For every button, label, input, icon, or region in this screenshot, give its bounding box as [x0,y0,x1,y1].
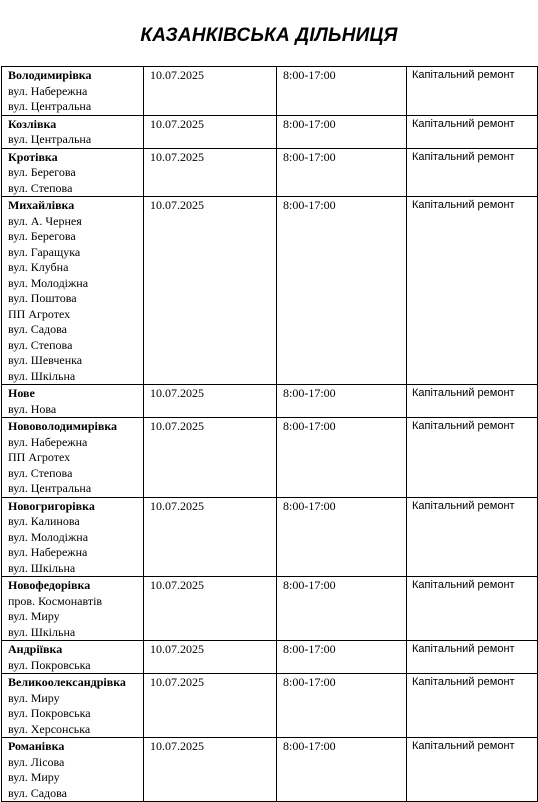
table-row [2,418,538,498]
date-cell: 10.07.2025 [144,115,277,148]
street-name: вул. Гаращука [8,244,81,259]
street-name: вул. Нова [8,401,57,416]
work-type-cell: Капітальний ремонт [407,115,538,148]
street-name: вул. Набережна [8,545,88,559]
street-name: вул. Шкільна [8,560,76,575]
table-row [2,385,538,418]
village-name: Володимирівка [8,68,92,82]
time-cell: 8:00-17:00 [277,197,407,385]
time-cell: 8:00-17:00 [277,148,407,197]
table-row [2,674,538,738]
street-list [8,402,140,418]
street-name: вул. Степова [8,465,73,480]
time-cell: 8:00-17:00 [277,674,407,738]
village-name: Кротівка [8,149,58,164]
location-cell [2,385,144,418]
street-name: ПП Агротех [8,450,71,464]
work-type-cell: Капітальний ремонт [407,418,538,498]
street-name: вул. Садова [8,785,67,800]
village-name: Новофедорівка [8,578,91,592]
table-row [2,641,538,674]
table-row [2,497,538,577]
street-list [8,165,140,196]
location-cell [2,197,144,385]
street-name: вул. Молодіжна [8,275,89,290]
street-name: вул. Калинова [8,514,80,528]
village-name: Новогригорівка [8,498,95,513]
table-row [2,148,538,197]
location-cell [2,577,144,641]
table-row [2,577,538,641]
street-list [8,594,140,641]
street-list [8,691,140,738]
street-list [8,658,140,674]
location-cell [2,67,144,116]
street-name: вул. Покровська [8,706,91,720]
street-list [8,84,140,115]
time-cell: 8:00-17:00 [277,497,407,577]
village-name: Козлівка [8,116,57,131]
date-cell: 10.07.2025 [144,148,277,197]
date-cell: 10.07.2025 [144,738,277,802]
time-cell: 8:00-17:00 [277,641,407,674]
work-type-cell: Капітальний ремонт [407,738,538,802]
location-cell [2,418,144,498]
street-list [8,755,140,802]
work-type-cell: Капітальний ремонт [407,641,538,674]
location-cell [2,148,144,197]
street-name: вул. Херсонська [8,721,91,736]
street-name: вул. Центральна [8,132,92,146]
table-row [2,197,538,385]
date-cell: 10.07.2025 [144,418,277,498]
street-name: вул. Шкільна [8,624,76,639]
date-cell: 10.07.2025 [144,674,277,738]
street-name: вул. Миру [8,609,60,623]
street-name: вул. Садова [8,322,67,336]
street-name: вул. Лісова [8,754,65,769]
street-name: вул. Центральна [8,481,92,495]
date-cell: 10.07.2025 [144,67,277,116]
outage-schedule-table [1,66,538,802]
street-name: вул. Набережна [8,434,88,449]
village-name: Михайлівка [8,198,75,212]
location-cell [2,115,144,148]
work-type-cell: Капітальний ремонт [407,197,538,385]
table-row [2,738,538,802]
street-list [8,132,140,148]
street-list [8,214,140,385]
street-name: вул. Поштова [8,291,77,305]
street-name: вул. Берегова [8,229,76,243]
time-cell: 8:00-17:00 [277,115,407,148]
street-name: вул. Шевченка [8,353,83,367]
time-cell: 8:00-17:00 [277,418,407,498]
work-type-cell: Капітальний ремонт [407,577,538,641]
time-cell: 8:00-17:00 [277,385,407,418]
work-type-cell: Капітальний ремонт [407,67,538,116]
date-cell: 10.07.2025 [144,197,277,385]
location-cell [2,738,144,802]
street-name: вул. Набережна [8,83,88,98]
street-name: вул. Миру [8,770,60,784]
location-cell [2,674,144,738]
street-name: вул. Степова [8,337,73,352]
time-cell: 8:00-17:00 [277,738,407,802]
street-name: вул. Берегова [8,165,76,179]
village-name: Великоолександрівка [8,675,126,689]
street-name: вул. Центральна [8,99,92,113]
work-type-cell: Капітальний ремонт [407,497,538,577]
time-cell: 8:00-17:00 [277,577,407,641]
village-name: Романівка [8,739,65,753]
street-name: вул. Молодіжна [8,529,89,544]
date-cell: 10.07.2025 [144,497,277,577]
street-name: вул. Шкільна [8,368,76,383]
table-row [2,115,538,148]
street-name: вул. Клубна [8,260,69,274]
village-name: Андріївка [8,642,63,656]
street-name: вул. Миру [8,690,60,705]
location-cell [2,641,144,674]
village-name: Нововолодимирівка [8,419,118,433]
date-cell: 10.07.2025 [144,641,277,674]
work-type-cell: Капітальний ремонт [407,385,538,418]
street-name: пров. Космонавтів [8,593,103,608]
table-row [2,67,538,116]
date-cell: 10.07.2025 [144,385,277,418]
street-name: вул. Степова [8,180,73,195]
location-cell [2,497,144,577]
date-cell: 10.07.2025 [144,577,277,641]
street-name: вул. Покровська [8,657,91,672]
street-name: вул. А. Чернея [8,213,82,228]
street-list [8,514,140,576]
street-name: ПП Агротех [8,306,71,321]
schedule-body [2,67,538,802]
page-title: КАЗАНКІВСЬКА ДІЛЬНИЦЯ [140,25,398,46]
work-type-cell: Капітальний ремонт [407,674,538,738]
village-name: Нове [8,386,35,400]
work-type-cell: Капітальний ремонт [407,148,538,197]
street-list [8,435,140,497]
time-cell: 8:00-17:00 [277,67,407,116]
